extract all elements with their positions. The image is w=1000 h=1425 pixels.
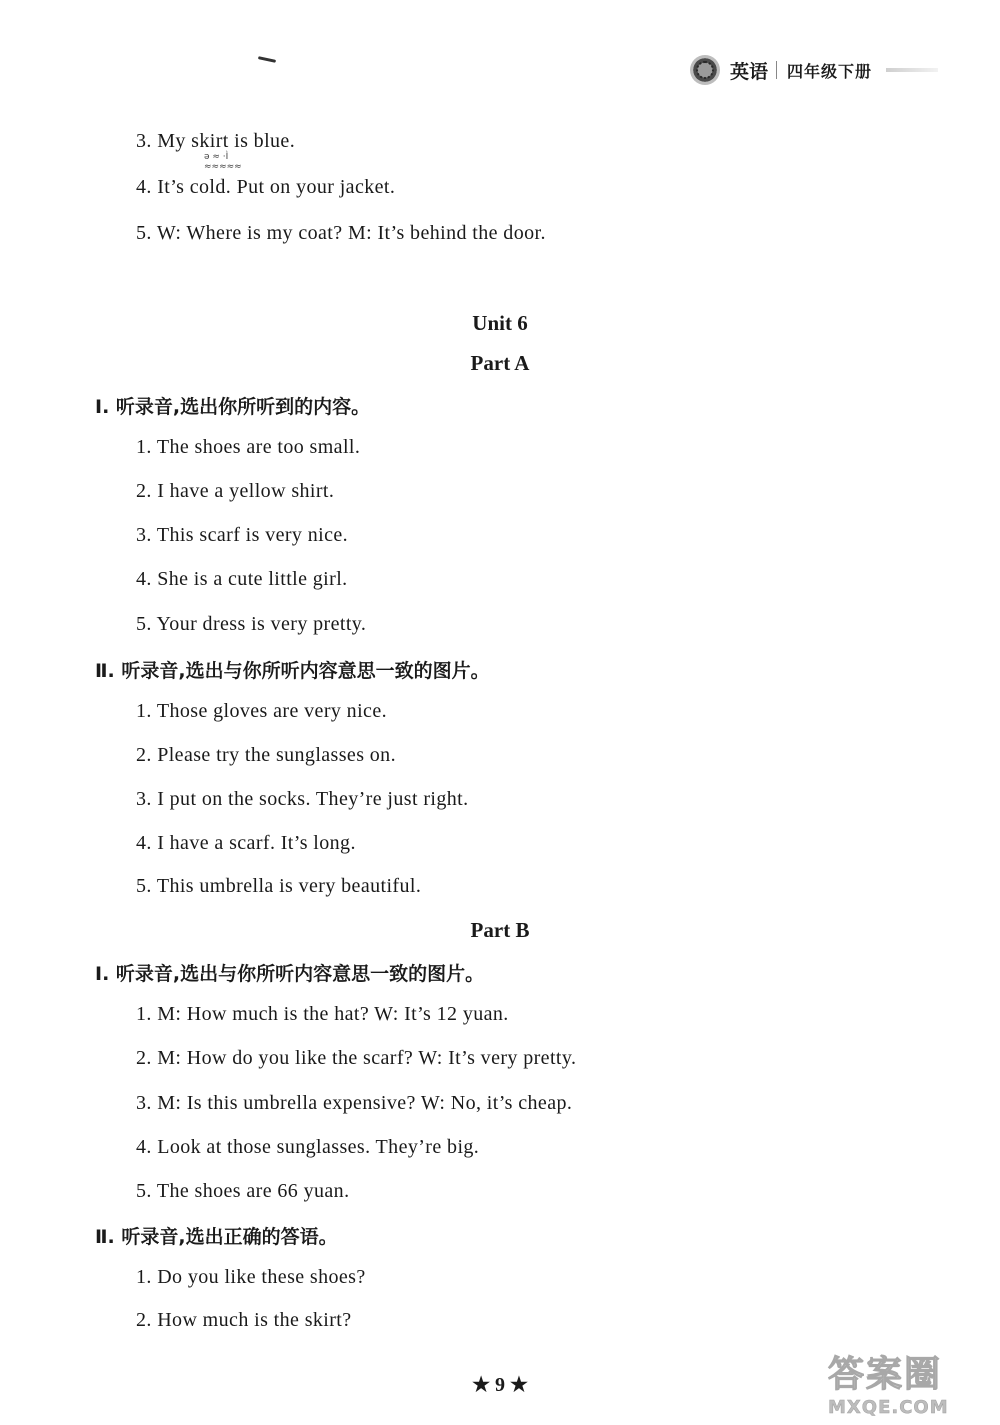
top-line-1: 3. My skirt is blue. — [136, 130, 296, 152]
part-b-section-1-title: Ⅰ. 听录音,选出与你所听内容意思一致的图片。 — [95, 963, 485, 985]
list-item: 4. I have a scarf. It’s long. — [136, 832, 356, 854]
watermark-url: MXQE.COM — [828, 1397, 949, 1418]
list-item: 1. Do you like these shoes? — [136, 1266, 366, 1288]
handwritten-scribble: ǝ ≈ ·Ì ≈≈≈≈≈ — [204, 152, 242, 172]
list-item: 4. She is a cute little girl. — [136, 568, 348, 590]
header-grade: 四年级下册 — [787, 61, 873, 81]
list-item: 5. This umbrella is very beautiful. — [136, 875, 422, 897]
list-item: 5. Your dress is very pretty. — [136, 613, 367, 635]
list-item: 2. How much is the skirt? — [136, 1309, 352, 1331]
list-item: 2. I have a yellow shirt. — [136, 480, 335, 502]
star-icon: ★ — [505, 1374, 528, 1396]
part-a-section-2-title: Ⅱ. 听录音,选出与你所听内容意思一致的图片。 — [95, 660, 490, 682]
part-b-section-2-title: Ⅱ. 听录音,选出正确的答语。 — [95, 1226, 338, 1248]
book-logo-icon — [690, 55, 720, 85]
list-item: 3. I put on the socks. They’re just right. — [136, 788, 469, 810]
star-icon: ★ — [472, 1374, 495, 1396]
list-item: 5. The shoes are 66 yuan. — [136, 1180, 350, 1202]
list-item: 1. The shoes are too small. — [136, 436, 361, 458]
part-a-title: Part A — [470, 351, 530, 375]
watermark-glyphs: 答案圈 — [828, 1354, 943, 1395]
list-item: 2. Please try the sunglasses on. — [136, 744, 396, 766]
list-item: 4. Look at those sunglasses. They’re big. — [136, 1136, 480, 1158]
header-subject: 英语 — [730, 60, 769, 83]
part-b-title: Part B — [470, 918, 530, 942]
header-divider — [776, 61, 777, 79]
running-header — [690, 52, 1000, 88]
top-line-2: 4. It’s cold. Put on your jacket. — [136, 176, 396, 198]
list-item: 1. Those gloves are very nice. — [136, 700, 387, 722]
list-item: 1. M: How much is the hat? W: It’s 12 yuan. — [136, 1003, 509, 1025]
page-number-value: 9 — [495, 1374, 505, 1396]
list-item: 3. This scarf is very nice. — [136, 524, 349, 546]
list-item: 3. M: Is this umbrella expensive? W: No, it’s cheap. — [136, 1092, 573, 1114]
top-line-3: 5. W: Where is my coat? M: It’s behind the door. — [136, 222, 546, 244]
part-a-section-1-title: Ⅰ. 听录音,选出你所听到的内容。 — [95, 396, 371, 418]
list-item: 2. M: How do you like the scarf? W: It’s very pretty. — [136, 1047, 577, 1069]
watermark-logo — [828, 1346, 988, 1418]
scan-mark — [258, 56, 276, 63]
unit-title: Unit 6 — [472, 311, 528, 335]
header-decoration — [886, 68, 938, 72]
